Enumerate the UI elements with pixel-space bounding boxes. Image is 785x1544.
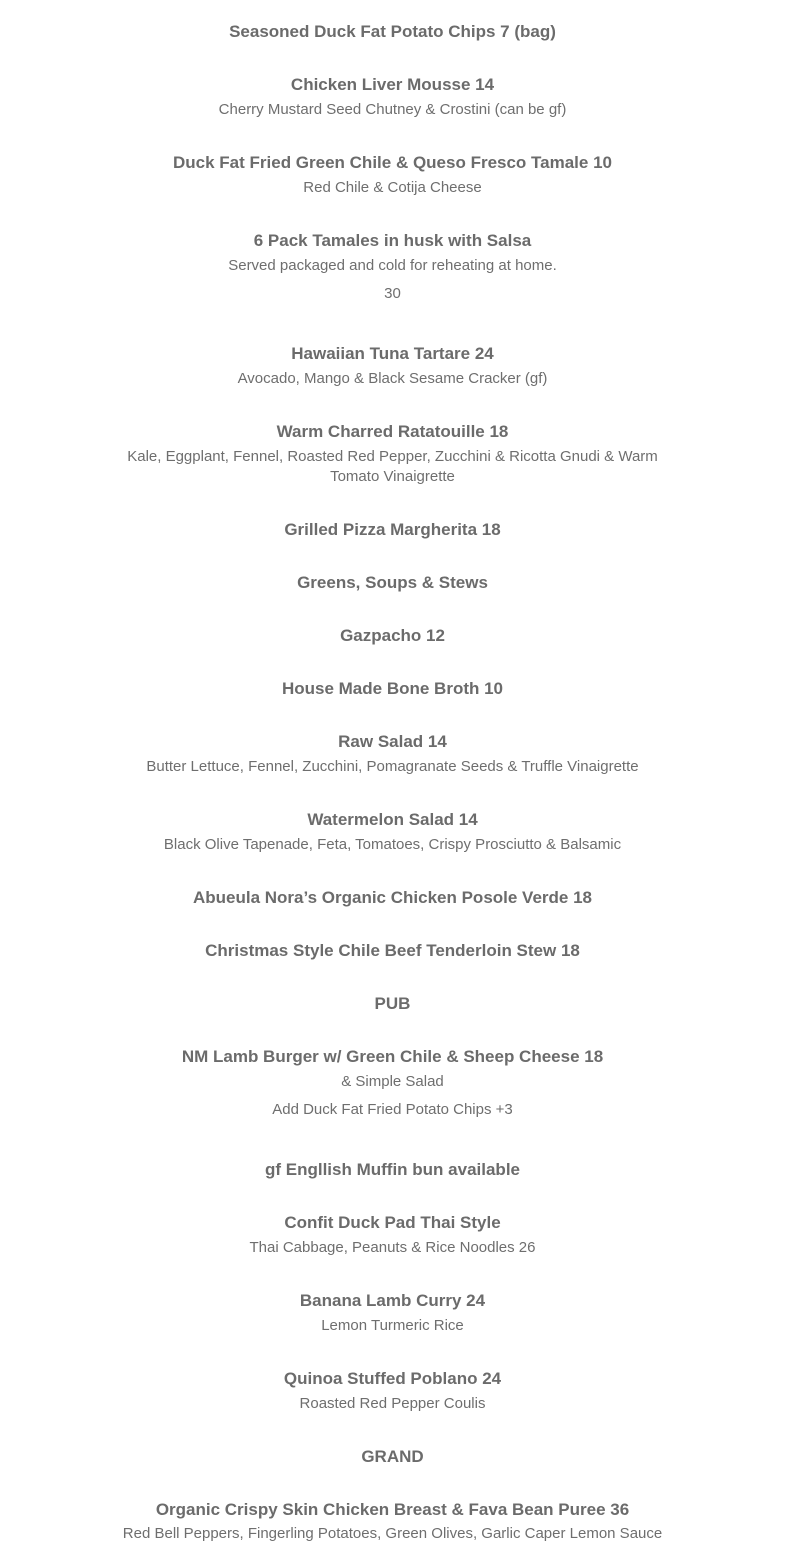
menu-item-description: Cherry Mustard Seed Chutney & Crostini (can be gf) xyxy=(218,101,567,118)
menu-item-addon: Add Duck Fat Fried Potato Chips +3 xyxy=(272,1101,513,1118)
menu-item-title: Warm Charred Ratatouille 18 xyxy=(276,422,509,441)
menu-item-description: Served packaged and cold for reheating at home. xyxy=(228,257,557,274)
menu-item-title: Duck Fat Fried Green Chile & Queso Fresco Tamale 10 xyxy=(173,153,612,172)
section-heading: GRAND xyxy=(361,1447,424,1466)
menu-item-description: & Simple Salad xyxy=(341,1073,444,1090)
menu-item-title: Abueula Nora’s Organic Chicken Posole Verde 18 xyxy=(192,888,592,907)
menu-item-description: Thai Cabbage, Peanuts & Rice Noodles 26 xyxy=(249,1239,536,1256)
menu-item-title: Seasoned Duck Fat Potato Chips 7 (bag) xyxy=(229,22,556,41)
menu-item-description: Red Bell Peppers, Fingerling Potatoes, Green Olives, Garlic Caper Lemon Sauce xyxy=(122,1525,663,1542)
menu-item-title: Grilled Pizza Margherita 18 xyxy=(284,520,501,539)
section-heading: PUB xyxy=(374,994,411,1013)
menu-item-description: Kale, Eggplant, Fennel, Roasted Red Pepper, Zucchini & Ricotta Gnudi & Warm Tomato Vinaigrette xyxy=(127,448,658,485)
menu-item-description: Roasted Red Pepper Coulis xyxy=(299,1395,486,1412)
menu-item-title: NM Lamb Burger w/ Green Chile & Sheep Cheese 18 xyxy=(181,1047,604,1066)
menu-item-title: Hawaiian Tuna Tartare 24 xyxy=(291,344,494,363)
menu-item-title: Gazpacho 12 xyxy=(340,626,445,645)
menu-item-title: Raw Salad 14 xyxy=(338,732,447,751)
menu-item-description: Red Chile & Cotija Cheese xyxy=(303,179,482,196)
menu-item-title: Organic Crispy Skin Chicken Breast & Fava Bean Puree 36 xyxy=(155,1500,630,1519)
menu-item-title: Christmas Style Chile Beef Tenderloin Stew 18 xyxy=(205,941,580,960)
menu-item-price: 30 xyxy=(384,285,401,302)
menu-item-description: Black Olive Tapenade, Feta, Tomatoes, Crispy Prosciutto & Balsamic xyxy=(163,836,622,853)
menu-item-title: Chicken Liver Mousse 14 xyxy=(290,75,495,94)
section-heading: Greens, Soups & Stews xyxy=(297,573,488,592)
menu-item-title: Quinoa Stuffed Poblano 24 xyxy=(283,1369,502,1388)
menu-item-title: Banana Lamb Curry 24 xyxy=(299,1291,486,1310)
menu-item-title: Confit Duck Pad Thai Style xyxy=(284,1213,501,1232)
menu-item-description: Avocado, Mango & Black Sesame Cracker (gf) xyxy=(237,370,548,387)
menu-item-title: Watermelon Salad 14 xyxy=(307,810,478,829)
menu-item-description: Lemon Turmeric Rice xyxy=(321,1317,464,1334)
menu-item-description: Butter Lettuce, Fennel, Zucchini, Pomagranate Seeds & Truffle Vinaigrette xyxy=(146,758,639,775)
menu-item-title: 6 Pack Tamales in husk with Salsa xyxy=(253,231,532,250)
menu-item-title: gf Engllish Muffin bun available xyxy=(264,1160,520,1179)
menu-item-title: House Made Bone Broth 10 xyxy=(281,679,504,698)
